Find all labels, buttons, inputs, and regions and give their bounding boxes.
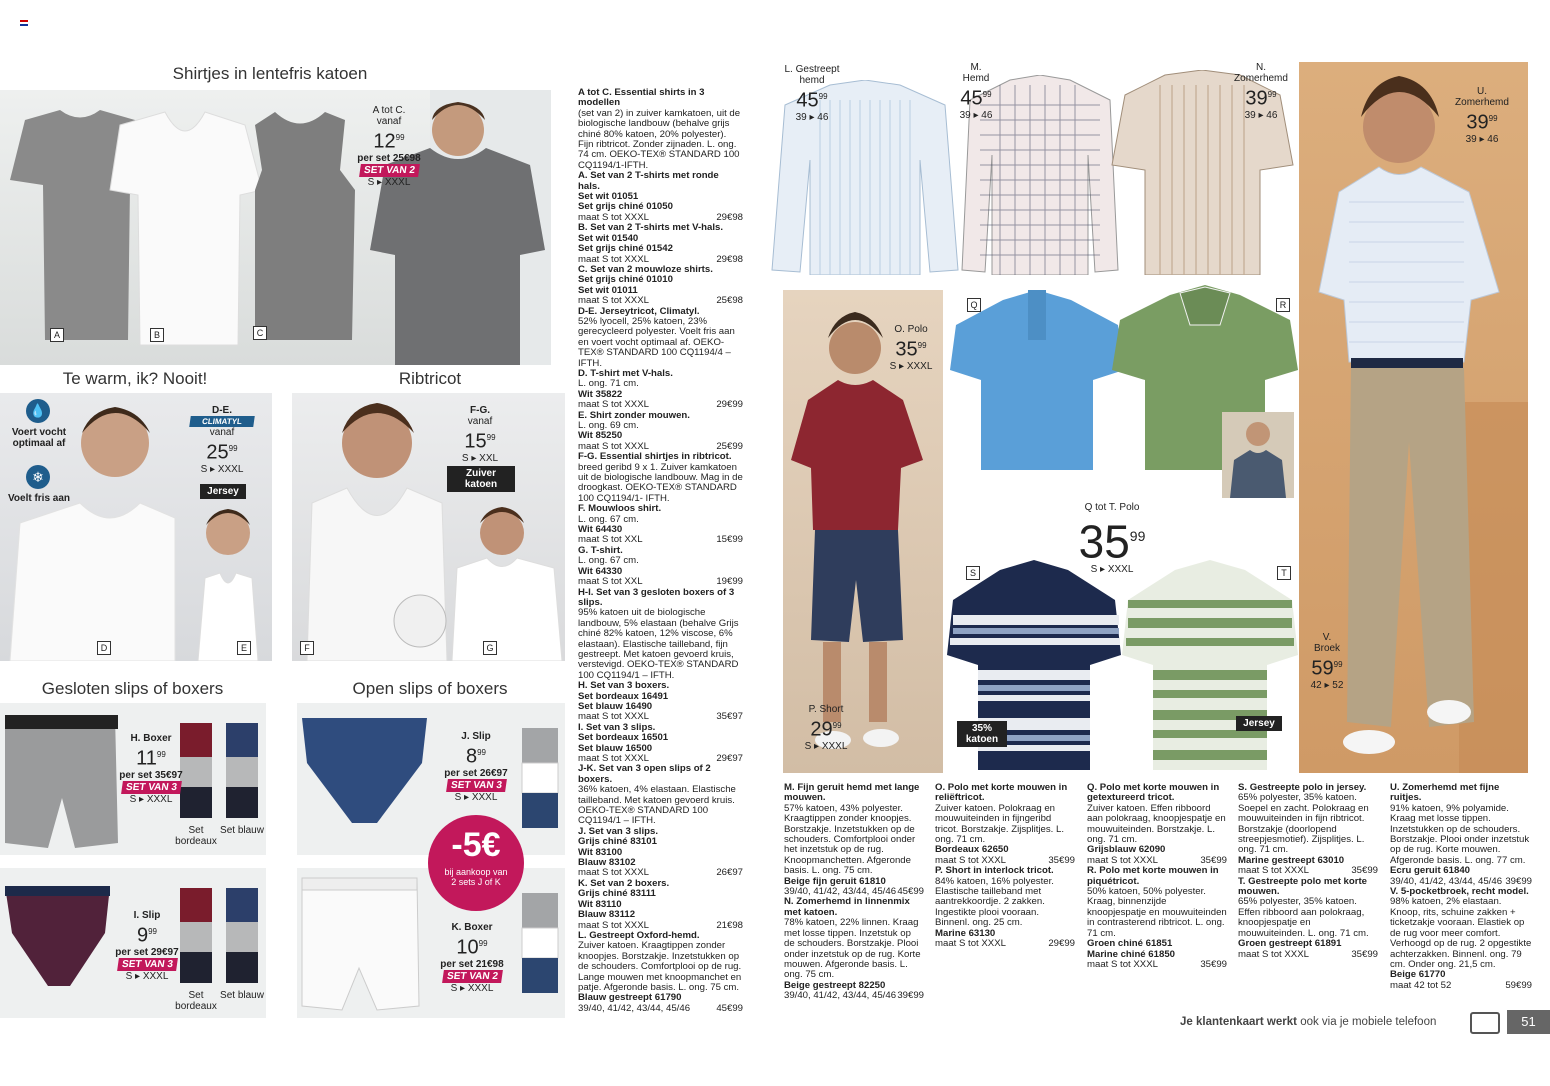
description-heading: J-K. Set van 3 open slips of 2 boxers. — [578, 763, 711, 785]
page-number: 51 — [1507, 1010, 1550, 1034]
price-cents: 99 — [156, 750, 166, 759]
description-heading: D-E. Jerseytricot, Climatyl. — [578, 305, 700, 317]
price-main: 15 — [464, 430, 487, 453]
size-price-row — [935, 939, 1075, 949]
size-range: maat S tot XXXL — [1238, 948, 1309, 960]
price-tag-j — [443, 731, 509, 803]
description-text: 50% katoen, 50% polyester. Kraag, binnenzijde knoopjespatje en mouwuiteinden in contrasterend ribtricot. L. ong. 71 cm. — [1087, 886, 1227, 939]
description-heading: Marine gestreept 63010 — [1238, 854, 1345, 866]
description-heading: Set bordeaux 16491 — [578, 690, 669, 702]
price-cents: 99 — [1488, 114, 1498, 123]
tag-range: K. Boxer — [451, 922, 493, 933]
tag-sizes: S ▸ XXXL — [367, 176, 411, 188]
flag-icon — [20, 20, 28, 26]
product-description-u-v — [1390, 783, 1532, 991]
price-cents: 99 — [486, 433, 496, 442]
tag-name: M. Hemd — [962, 62, 990, 84]
feature-fresh: Voelt fris aan — [7, 493, 71, 504]
boxer-h-photo — [0, 703, 266, 855]
description-heading: Wit 83110 — [578, 898, 622, 910]
price-main: 35 — [1078, 515, 1130, 568]
description-heading: Groen chiné 61851 — [1087, 938, 1173, 950]
price: 29€98 — [716, 211, 743, 223]
price: 59€99 — [1505, 979, 1532, 991]
description-heading: H-I. Set van 3 gesloten boxers of 3 slips. — [578, 586, 735, 608]
size-range: maat S tot XXXL — [1087, 854, 1158, 866]
tag-sizes: S ▸ XXXL — [129, 793, 173, 805]
size-range: maat S tot XXXL — [578, 253, 649, 265]
snowflake-icon: ❄ — [26, 465, 50, 489]
tag-sizes: S ▸ XXXL — [889, 360, 933, 372]
set-blauw-label: Set blauw — [220, 825, 264, 836]
promo-text: bij aankoop van 2 sets J of K — [444, 867, 508, 887]
price: 35€99 — [1200, 854, 1227, 866]
description-heading: Wit 35822 — [578, 388, 623, 400]
size-price-row — [1238, 950, 1378, 960]
description-text: L. ong. 67 cm. — [578, 513, 639, 525]
description-text: 57% katoen, 43% polyester. Kraagtippen zonder knoopjes. Borstzakje. Inzetstukken op de schouders. Comfortplooi onder het inzetstuk op de rug. Knoopmanchetten. Afgeronde basis. L. ong. 75 cm. — [784, 802, 916, 877]
climatyl-photo — [0, 393, 272, 661]
tag-sizes: S ▸ XXXL — [1090, 564, 1134, 576]
tag-name: Q tot T. Polo — [1084, 502, 1140, 513]
description-heading: R. Polo met korte mouwen in piquétricot. — [1087, 865, 1219, 887]
description-heading: T. Gestreepte polo met korte mouwen. — [1238, 875, 1368, 898]
price-tag-u — [1441, 86, 1523, 145]
price-cents: 99 — [1267, 90, 1277, 99]
polo-o-model-photo — [783, 290, 943, 773]
price: 25€99 — [716, 440, 743, 452]
price-tag-k — [437, 922, 507, 994]
description-heading: Wit 83100 — [578, 846, 623, 858]
set-badge: SET VAN 3 — [446, 779, 507, 792]
description-heading: L. Gestreept Oxford-hemd. — [578, 929, 700, 941]
price-tag-fg — [452, 405, 508, 464]
size-price-row — [578, 1004, 743, 1014]
description-heading: Set wit 01540 — [578, 232, 639, 244]
product-description-o-p — [935, 783, 1075, 950]
katoen-badge: 35% katoen — [957, 721, 1007, 747]
price: 26€97 — [716, 867, 743, 879]
price-cents: 99 — [228, 444, 238, 453]
size-range: 39/40, 41/42, 43/44, 45/46 — [1390, 875, 1503, 887]
size-range: maat S tot XXXL — [578, 440, 649, 452]
description-text: breed geribd 9 x 1. Zuiver kamkatoen uit de biologische landbouw. Mag in de droogkast. OEKO-TEX® STANDARD 100 CQ1194/1- IFTH. — [578, 461, 743, 504]
description-text: L. ong. 67 cm. — [578, 555, 639, 567]
description-text: 52% lyocell, 25% katoen, 23% gerecycleerd polyester. Voelt fris aan en voert vocht optimaal af. OEKO-TEX® STANDARD 100 CQ1194/4 – IFTH. — [578, 315, 735, 369]
footer-bold: Je klantenkaart werkt — [1180, 1016, 1297, 1028]
description-heading: M. Fijn geruit hemd met lange mouwen. — [784, 782, 920, 804]
price-main: 25 — [206, 441, 229, 464]
price-main: 35 — [895, 338, 918, 361]
description-text: 65% polyester, 35% katoen. Effen ribboord aan polokraag, knoopjespatje en mouwuiteinden. L. ong. 71 cm. — [1238, 896, 1369, 939]
tag-set-price: per set 21€98 — [440, 958, 504, 970]
price: 45€99 — [716, 1002, 743, 1014]
description-text: Zuiver katoen. Polokraag en mouwuiteinden in fijngeribd tricot. Borstzakje. Zijsplitjes. L. ong. 71 cm. — [935, 802, 1065, 846]
description-heading: Bordeaux 62650 — [935, 844, 1009, 856]
section-title-open: Open slips of boxers — [352, 679, 508, 698]
tag-name: N. Zomerhemd — [1234, 62, 1288, 84]
size-range: maat S tot XXXL — [578, 919, 649, 931]
description-text: Zuiver katoen. Kraagtippen zonder knoopjes. Borstzakje. Inzetstukken op de schouders. Comfortplooi op de rug. Lange mouwen met knoopmanchet en patje. Afgeronde basis. L. ong. 75 cm. — [578, 940, 742, 993]
price-tag-de — [190, 405, 254, 475]
price-main: 45 — [796, 89, 819, 112]
product-description-m-n — [784, 783, 924, 1002]
tag-range: I. Slip — [133, 910, 161, 921]
description-text: 78% katoen, 22% linnen. Kraag met losse tippen. Inzetstuk op de schouders. Borstzakje. Plooi onder inzetstuk op de rug. Korte mouwen. Afgeronde basis. L. ong. 75 cm. — [784, 917, 921, 981]
description-heading: Groen gestreept 61891 — [1238, 938, 1342, 950]
letter-a: A — [50, 328, 64, 342]
price-tag-l — [772, 64, 852, 123]
description-text: 91% katoen, 9% polyamide. Kraag met losse tippen. Inzetstukken op de schouders. Borstzakje. Plooi onder inzetstuk op de rug. Korte mouwen. Afgeronde basis. L. ong. 77 cm. — [1390, 802, 1530, 866]
description-heading: Set grijs chiné 01542 — [578, 243, 673, 255]
description-heading: Set wit 01051 — [578, 191, 639, 203]
size-price-row — [784, 991, 924, 1001]
description-heading: J. Set van 3 slips. — [578, 825, 658, 837]
price-tag-o — [883, 324, 939, 372]
letter-e: E — [237, 641, 251, 655]
size-range: maat S tot XXXL — [578, 867, 649, 879]
size-range: maat S tot XXXL — [578, 295, 649, 307]
price-main: 59 — [1311, 657, 1334, 680]
letter-d: D — [97, 641, 111, 655]
product-description-q-r — [1087, 783, 1227, 970]
description-text: (set van 2) in zuiver kamkatoen, uit de biologische landbouw (behalve grijs chiné 80% katoen, 20% polyester). Fijn ribtricot. Zonder zijnaden. L. ong. 74 cm. OEKO-TEX® STANDARD 100 CQ1194/1-IFTH. — [578, 107, 741, 171]
tag-name: U. Zomerhemd — [1455, 86, 1509, 108]
price: 29€99 — [716, 399, 743, 411]
tag-range: D-E. — [212, 405, 232, 416]
description-heading: Grijs chiné 83111 — [578, 888, 656, 900]
description-heading: Blauw gestreept 61790 — [578, 992, 682, 1004]
price: 39€99 — [1505, 875, 1532, 887]
tag-sizes: S ▸ XXXL — [125, 970, 169, 982]
size-range: maat S tot XXXL — [1238, 865, 1309, 877]
size-range: maat S tot XXXL — [935, 938, 1006, 950]
polo-r-model-inset — [1222, 412, 1294, 498]
price-tag-p — [797, 704, 855, 752]
price-cents: 99 — [395, 133, 405, 142]
price-cents: 99 — [1129, 528, 1146, 544]
description-heading: Set blauw 16500 — [578, 742, 653, 754]
tag-sizes: S ▸ XXXL — [200, 463, 244, 475]
drop-icon: 💧 — [26, 399, 50, 423]
price-cents: 99 — [917, 341, 927, 350]
letter-b: B — [150, 328, 164, 342]
set-badge: SET VAN 2 — [442, 970, 503, 983]
tag-sizes: 39 ▸ 46 — [795, 111, 829, 123]
promo-circle — [428, 815, 524, 911]
tag-set-price: per set 25€98 — [357, 152, 421, 164]
size-price-row — [1087, 960, 1227, 970]
price: 45€99 — [897, 886, 924, 898]
size-price-row — [578, 296, 743, 306]
description-text: 36% katoen, 4% elastaan. Elastische tailleband. Met katoen gevoerd kruis. OEKO-TEX® STANDARD 100 CQ1194/1 – IFTH. — [578, 784, 736, 827]
description-heading: Wit 64430 — [578, 524, 623, 536]
set-bordeaux-label: Set bordeaux — [175, 990, 217, 1012]
description-text: 84% katoen, 16% polyester. Elastische tailleband met aantrekkoordje. 2 zakken. Ingestikte plooi vooraan. Binnenl. ong. 25 cm. — [935, 875, 1054, 929]
letter-q: Q — [967, 298, 981, 312]
tag-name: V. Broek — [1313, 632, 1341, 654]
description-heading: C. Set van 2 mouwloze shirts. — [578, 263, 713, 275]
description-heading: P. Short in interlock tricot. — [935, 865, 1054, 877]
shirt-u-model-photo — [1299, 62, 1528, 773]
size-range: 39/40, 41/42, 43/44, 45/46 — [784, 886, 897, 898]
size-range: maat S tot XXXL — [578, 211, 649, 223]
description-heading: Beige gestreept 82250 — [784, 979, 886, 991]
description-heading: Blauw 83112 — [578, 909, 636, 921]
price-main: 9 — [136, 924, 149, 947]
brand-badge: CLIMATYL — [189, 416, 255, 427]
promo-amount: -5€ — [451, 826, 501, 864]
price: 35€99 — [1200, 958, 1227, 970]
description-heading: F. Mouwloos shirt. — [578, 503, 662, 515]
description-heading: Ecru geruit 61840 — [1390, 865, 1470, 877]
price-tag-h — [118, 733, 184, 805]
set-badge: SET VAN 2 — [359, 164, 420, 177]
price-main: 45 — [960, 87, 983, 110]
boxer-k-photo — [297, 868, 565, 1018]
size-range: maat S tot XXL — [578, 576, 643, 588]
ribtricot-photo — [292, 393, 565, 661]
description-heading: V. 5-pocketbroek, recht model. — [1390, 886, 1529, 898]
price-main: 11 — [136, 747, 157, 770]
tag-set-price: per set 35€97 — [119, 769, 183, 781]
price: 29€98 — [716, 253, 743, 265]
price: 35€99 — [1351, 948, 1378, 960]
jersey-badge: Jersey — [200, 484, 246, 499]
size-range: maat S tot XXXL — [578, 399, 649, 411]
size-range: maat 42 tot 52 — [1390, 979, 1452, 991]
letter-r: R — [1276, 298, 1290, 312]
price-cents: 99 — [478, 939, 488, 948]
tag-range: H. Boxer — [130, 733, 172, 744]
tag-sizes: S ▸ XXXL — [450, 982, 494, 994]
set-bordeaux-label: Set bordeaux — [175, 825, 217, 847]
price-main: 10 — [456, 936, 479, 959]
description-text: 98% katoen, 2% elastaan. Knoop, rits, schuine zakken + ticketzakje vooraan. Elastiek op de rug voor meer comfort. Verhoogd op de rug. 2 opgestikte achterzakken. Binnenl. ong. 79 cm. Onder ong. 21,5 cm. — [1390, 896, 1532, 970]
tag-name: P. Short — [808, 704, 844, 715]
price: 29€97 — [716, 753, 743, 764]
price-cents: 99 — [818, 92, 828, 101]
description-text: L. ong. 71 cm. — [578, 378, 639, 390]
price: 35€97 — [716, 711, 743, 723]
price-main: 8 — [465, 745, 478, 768]
tag-sizes: S ▸ XXL — [461, 452, 499, 464]
description-heading: Beige fijn geruit 61810 — [784, 875, 886, 887]
description-heading: B. Set van 2 T-shirts met V-hals. — [578, 222, 724, 234]
price-tag-n — [1226, 62, 1296, 121]
tag-sizes: S ▸ XXXL — [804, 740, 848, 752]
size-price-row — [1390, 981, 1532, 991]
set-badge: SET VAN 3 — [117, 958, 178, 971]
price-tag-v — [1305, 632, 1349, 691]
tag-range: A tot C. — [372, 105, 406, 116]
description-heading: Set bordeaux 16501 — [578, 732, 669, 744]
description-heading: K. Set van 2 boxers. — [578, 877, 670, 889]
price-tag-m — [946, 62, 1006, 121]
letter-t: T — [1277, 566, 1291, 580]
loyalty-card-footer — [1180, 1016, 1436, 1028]
polo-q-image — [948, 290, 1126, 470]
price-main: 39 — [1466, 111, 1489, 134]
footer-rest: ook via je mobiele telefoon — [1300, 1016, 1437, 1028]
tag-name: O. Polo — [894, 324, 928, 335]
price-main: 12 — [373, 130, 396, 153]
product-description-column — [578, 88, 743, 1014]
description-heading: Marine 63130 — [935, 927, 996, 939]
tag-set-price: per set 26€97 — [444, 767, 508, 779]
description-text: L. ong. 69 cm. — [578, 420, 639, 431]
tag-set-price: per set 29€97 — [115, 946, 179, 958]
price: 39€99 — [897, 990, 924, 1002]
shirts-photo — [0, 90, 551, 365]
price-cents: 99 — [982, 90, 992, 99]
description-heading: Q. Polo met korte mouwen in getextureerd tricot. — [1087, 782, 1220, 804]
description-heading: H. Set van 3 boxers. — [578, 680, 670, 692]
description-heading: A. Set van 2 T-shirts met ronde hals. — [578, 170, 719, 192]
price: 21€98 — [716, 919, 743, 931]
description-heading: Set blauw 16490 — [578, 700, 653, 712]
description-heading: I. Set van 3 slips. — [578, 721, 656, 733]
description-heading: Wit 85250 — [578, 430, 623, 442]
price: 35€99 — [1048, 854, 1075, 866]
description-heading: F-G. Essential shirtjes in ribtricot. — [578, 451, 732, 463]
polo-t-image — [1120, 560, 1300, 770]
slip-i-photo — [0, 868, 266, 1018]
tag-from: vanaf — [209, 427, 235, 438]
size-range: 39/40, 41/42, 43/44, 45/46 — [578, 1002, 691, 1014]
price-main: 39 — [1245, 87, 1268, 110]
description-heading: G. T-shirt. — [578, 544, 623, 556]
description-heading: A tot C. Essential shirts in 3 modellen — [578, 87, 705, 109]
wallet-icon — [1470, 1012, 1500, 1034]
letter-g: G — [483, 641, 497, 655]
price-cents: 99 — [148, 927, 158, 936]
description-heading: Wit 64330 — [578, 565, 623, 577]
description-heading: N. Zomerhemd in linnenmix met katoen. — [784, 896, 910, 918]
tag-sizes: 39 ▸ 46 — [1465, 133, 1499, 145]
tag-sizes: 42 ▸ 52 — [1310, 679, 1344, 691]
price-cents: 99 — [1333, 660, 1343, 669]
description-text: 95% katoen uit de biologische landbouw, 5% elastaan (behalve Grijs chiné 82% katoen, 12% viscose, 6% elastaan). Elastische tailleband, fijn gestreept. Met katoen gevoerd kruis, verstevigd. OEKO-TEX® STANDARD 100 CQ1194/1 – IFTH. — [578, 607, 739, 681]
cotton-badge: Zuiver katoen — [447, 466, 515, 492]
product-description-s-t — [1238, 783, 1378, 960]
size-range: maat S tot XXXL — [578, 753, 649, 764]
set-badge: SET VAN 3 — [121, 781, 182, 794]
size-price-row — [578, 577, 743, 587]
section-title-closed: Gesloten slips of boxers — [41, 679, 224, 698]
description-heading: D. T-shirt met V-hals. — [578, 367, 673, 379]
description-heading: Marine chiné 61850 — [1087, 948, 1175, 960]
tag-sizes: S ▸ XXXL — [454, 791, 498, 803]
size-range: maat S tot XXL — [578, 534, 643, 546]
feature-dry: Voert vocht optimaal af — [11, 427, 67, 449]
set-blauw-label: Set blauw — [220, 990, 264, 1001]
section-title-warm: Te warm, ik? Nooit! — [62, 369, 208, 388]
tag-range: F-G. — [470, 405, 490, 416]
price-cents: 99 — [832, 721, 842, 730]
price-tag-atc — [356, 105, 422, 188]
price: 35€99 — [1351, 865, 1378, 877]
price: 25€98 — [716, 295, 743, 307]
price: 29€99 — [1048, 938, 1075, 950]
jersey-badge: Jersey — [1236, 716, 1282, 731]
description-heading: S. Gestreepte polo in jersey. — [1238, 782, 1367, 793]
description-heading: Beige 61770 — [1390, 969, 1446, 981]
price: 15€99 — [716, 534, 743, 546]
description-heading: Grijsblauw 62090 — [1087, 844, 1166, 856]
price-cents: 99 — [477, 748, 487, 757]
tag-sizes: 39 ▸ 46 — [1244, 109, 1278, 121]
tag-from: vanaf — [376, 116, 402, 127]
tag-range: J. Slip — [461, 731, 491, 742]
letter-s: S — [966, 566, 980, 580]
tag-from: vanaf — [467, 416, 493, 427]
section-title-ribtricot: Ribtricot — [398, 369, 462, 388]
description-heading: Set grijs chiné 01010 — [578, 274, 673, 286]
size-range: maat S tot XXXL — [935, 854, 1006, 866]
description-heading: U. Zomerhemd met fijne ruitjes. — [1390, 782, 1500, 804]
section-title-shirts: Shirtjes in lentefris katoen — [172, 64, 368, 83]
description-heading: Grijs chiné 83101 — [578, 836, 657, 848]
price: 19€99 — [716, 576, 743, 588]
description-heading: Set grijs chiné 01050 — [578, 201, 673, 213]
tag-sizes: 39 ▸ 46 — [959, 109, 993, 121]
size-range: maat S tot XXXL — [578, 711, 649, 723]
description-text: 65% polyester, 35% katoen. Soepel en zacht. Polokraag en mouwuiteinden in fijn ribtricot. Borstzakje (doorlopend streepjesmotief). Zijsplitjes. L. ong. 71 cm. — [1238, 792, 1369, 856]
size-range: maat S tot XXXL — [1087, 958, 1158, 970]
letter-c: C — [253, 326, 267, 340]
price-tag-i — [112, 910, 182, 982]
letter-f: F — [300, 641, 314, 655]
tag-name: L. Gestreept hemd — [784, 64, 840, 86]
description-heading: E. Shirt zonder mouwen. — [578, 409, 690, 421]
description-heading: Set wit 01011 — [578, 284, 638, 296]
price-main: 29 — [810, 718, 833, 741]
description-heading: Blauw 83102 — [578, 857, 636, 869]
description-heading: O. Polo met korte mouwen in reliëftricot. — [935, 782, 1068, 804]
size-range: 39/40, 41/42, 43/44, 45/46 — [784, 990, 897, 1002]
description-text: Zuiver katoen. Effen ribboord aan polokraag, knoopjespatje en mouwuiteinden. Borstzakje. L. ong. 71 cm. — [1087, 802, 1226, 846]
